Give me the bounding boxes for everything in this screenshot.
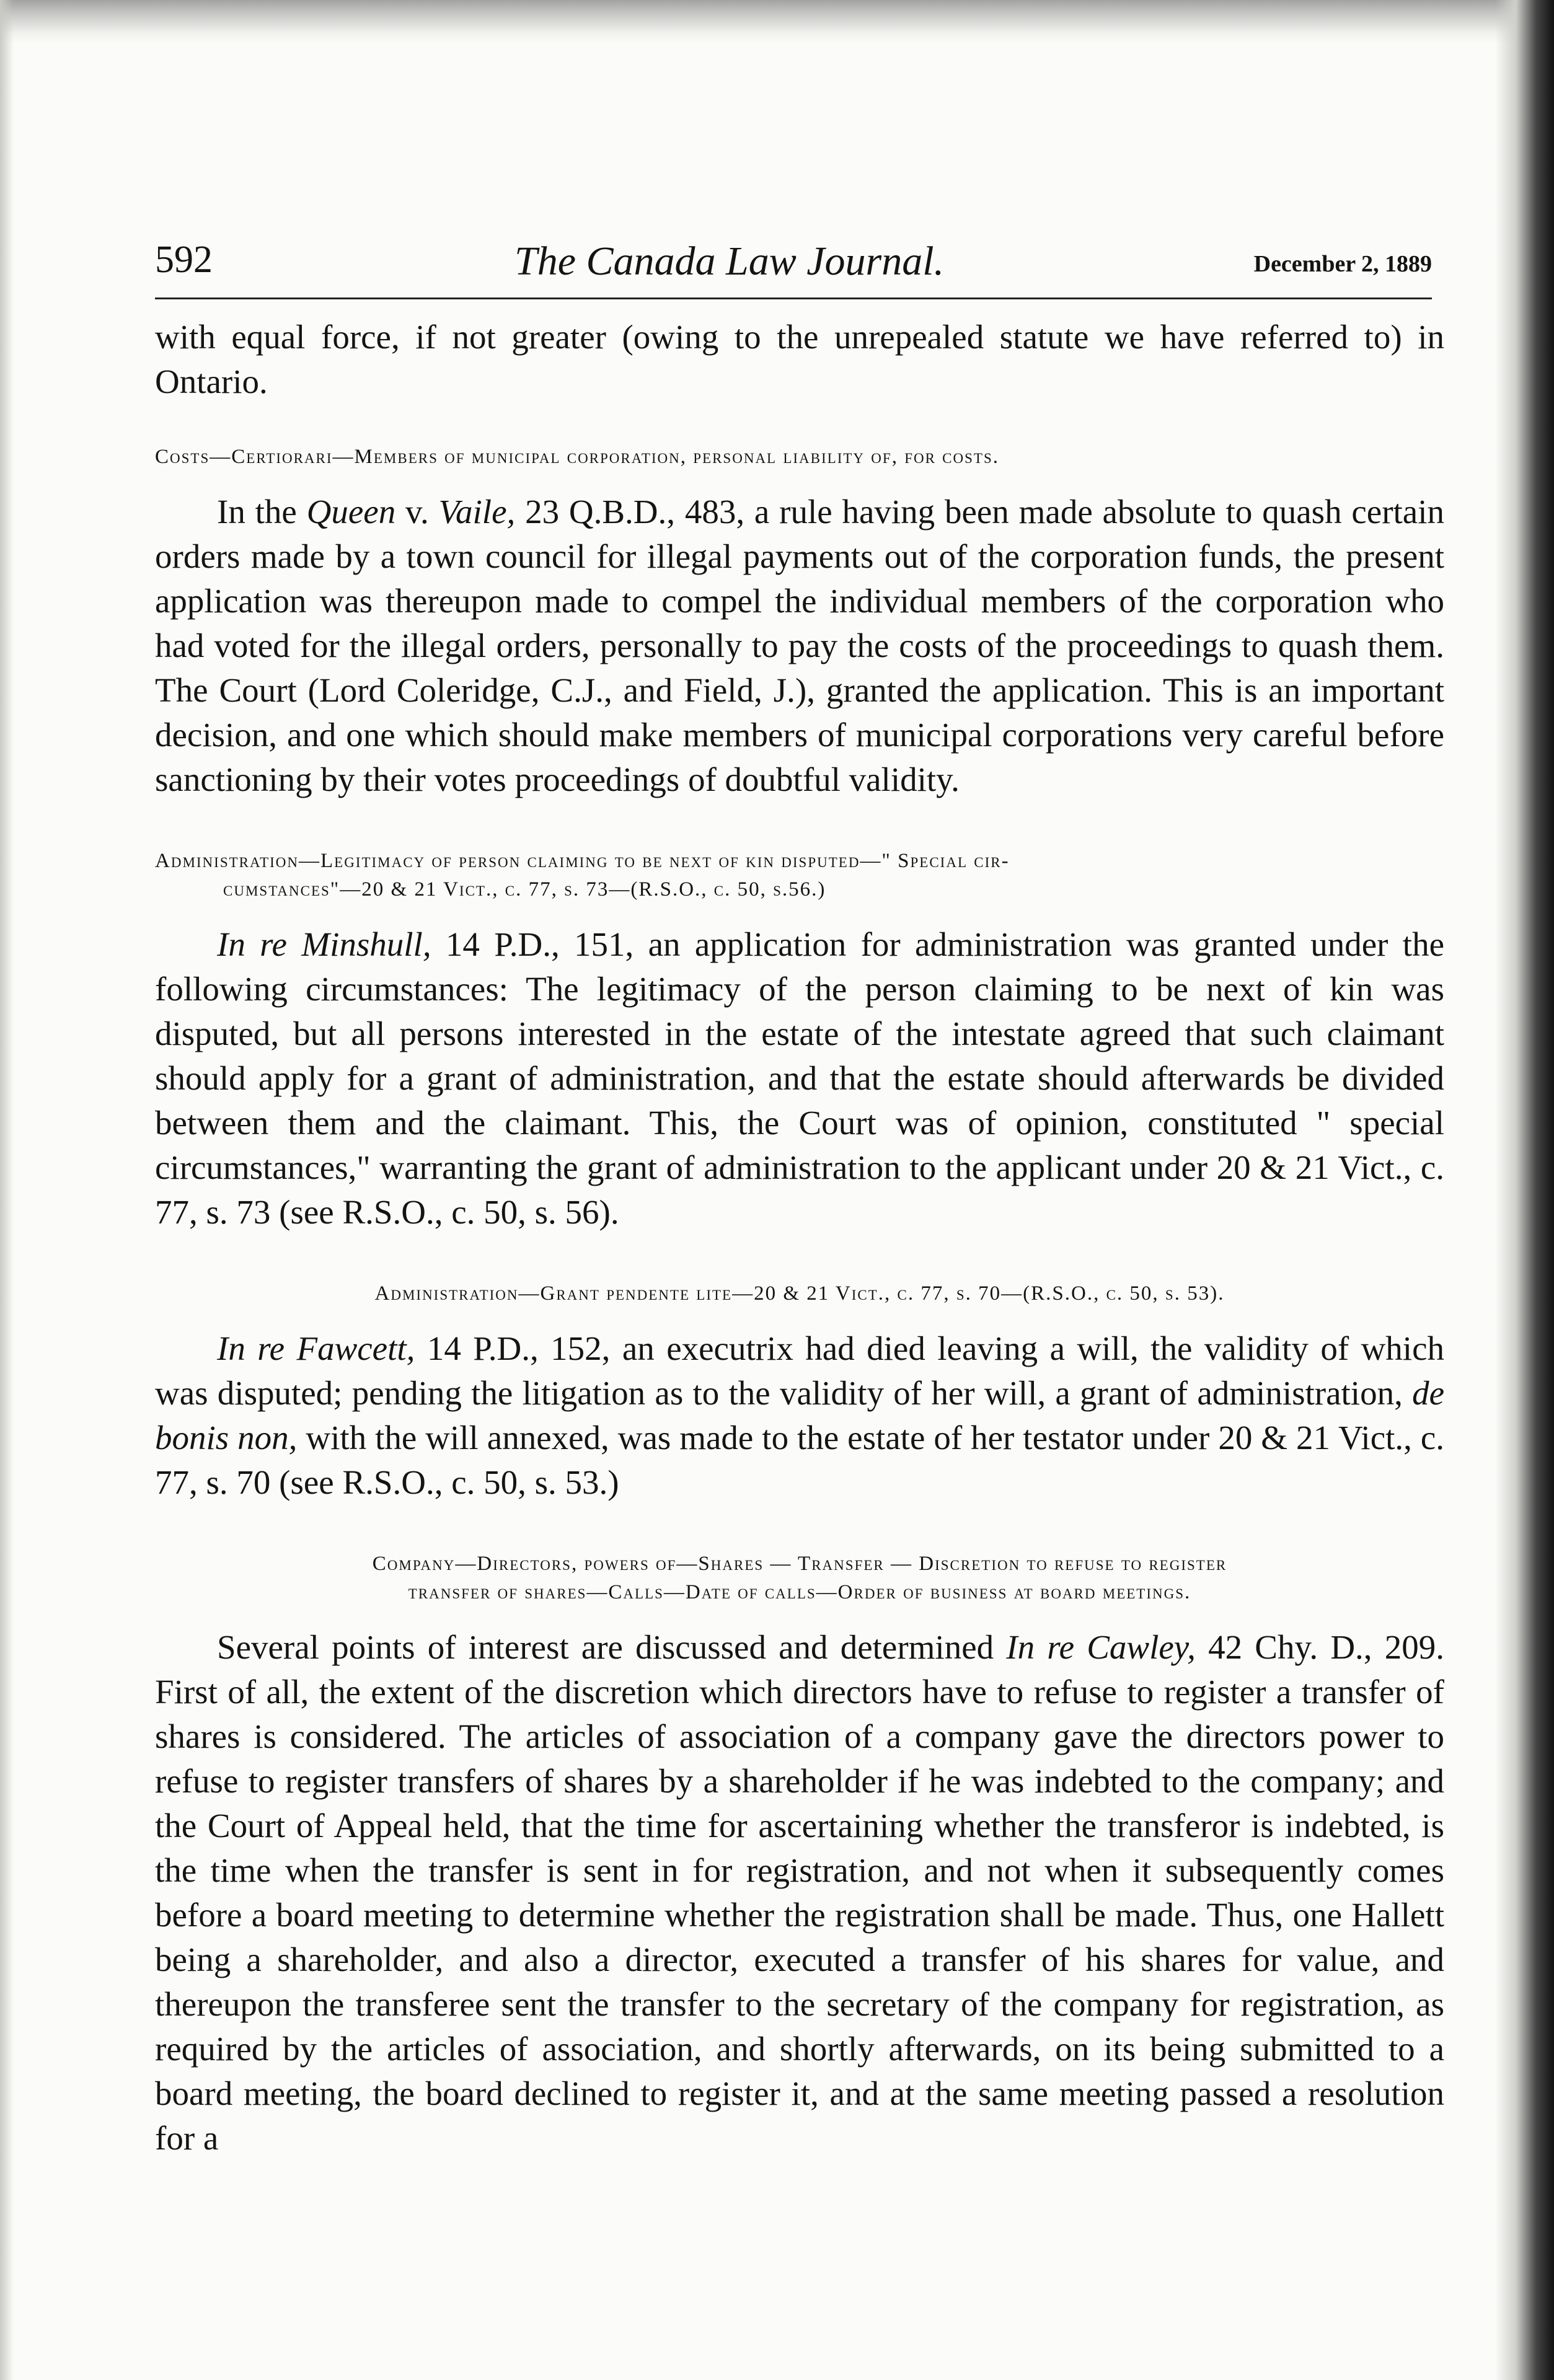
scan-edge-top xyxy=(0,0,1554,43)
section-paragraph-company xyxy=(155,1625,1444,2161)
paragraph-text: 14 P.D., 151, an application for administration was granted under the following circumstances: The legitimacy of the person claiming to be next of kin was disputed, but all persons interested in the estate of the intestate agreed that such claimant should apply for a grant of administration, and that the estate should afterwards be divided between them and the claimant. This, the Court was of opinion, constituted " special circumstances," warranting the grant of administration to the applicant under 20 & 21 Vict., c. 77, s. 73 (see R.S.O., c. 50, s. 56). xyxy=(155,925,1444,1231)
section-heading-administration-legitimacy xyxy=(155,847,1444,904)
article-body xyxy=(155,315,1444,2161)
case-name: Queen xyxy=(306,493,396,531)
issue-date: December 2, 1889 xyxy=(1253,251,1432,277)
case-name: Vaile, xyxy=(438,493,516,531)
heading-line: transfer of shares—Calls—Date of calls—Order of business at board meetings. xyxy=(408,1581,1191,1603)
paragraph-text: In the xyxy=(217,493,307,531)
section-heading-administration-pendente-lite: Administration—Grant pendente lite—20 & 21 Vict., c. 77, s. 70—(R.S.O., c. 50, s. 53). xyxy=(374,1282,1225,1305)
latin-phrase: de bonis non, xyxy=(155,1374,1444,1457)
running-header xyxy=(155,229,1432,298)
scan-edge-left xyxy=(0,0,14,2380)
scan-edge-right xyxy=(1495,0,1554,2380)
section-paragraph-administration-pendente-lite xyxy=(155,1326,1444,1505)
section-paragraph-administration-legitimacy xyxy=(155,922,1444,1235)
section-heading-costs: Costs—Certiorari—Members of municipal corporation, personal liability of, for costs. xyxy=(155,446,1000,468)
intro-paragraph: with equal force, if not greater (owing to the unrepealed statute we have referred to) in Ontario. xyxy=(155,318,1444,400)
paragraph-text: 14 P.D., 152, an executrix had died leaving a will, the validity of which was disputed; pending the litigation as to the validity of her will, a grant of administration, xyxy=(155,1329,1444,1412)
paragraph-text: 42 Chy. D., 209. First of all, the extent of the discretion which directors have to refuse to register a transfer of shares is considered. The articles of association of a company gave the directors power to refuse to register transfers of shares by a shareholder if he was indebted to the company; and the Court of Appeal held, that the time for ascertaining whether the transferor is indebted, is the time when the transfer is sent in for registration, and not when it subsequently comes before a board meeting to determine whether the registration shall be made. Thus, one Hallett being a shareholder, and also a director, executed a transfer of his shares for value, and thereupon the transferee sent the transfer to the secretary of the company for registration, as required by the articles of association, and shortly afterwards, on its being submitted to a board meeting, the board declined to register it, and at the same meeting passed a resolution for a xyxy=(155,1628,1444,2157)
paragraph-text: v. xyxy=(395,493,439,531)
case-name: In re Minshull, xyxy=(217,925,431,963)
heading-line: cumstances"—20 & 21 Vict., c. 77, s. 73—(R.S.O., c. 50, s.56.) xyxy=(223,878,826,901)
case-name: In re Fawcett, xyxy=(217,1329,415,1367)
section-paragraph-costs xyxy=(155,490,1444,802)
section-heading-company xyxy=(155,1549,1444,1606)
heading-line: Company—Directors, powers of—Shares — Transfer — Discretion to refuse to register xyxy=(372,1553,1227,1575)
page-number: 592 xyxy=(155,239,213,281)
heading-line: Administration—Legitimacy of person claiming to be next of kin disputed—" Special cir- xyxy=(155,850,1010,872)
paragraph-text: 23 Q.B.D., 483, a rule having been made absolute to quash certain orders made by a town council for illegal payments out of the corporation funds, the present application was thereupon made to compel the individual members of the corporation who had voted for the illegal orders, personally to pay the costs of the proceedings to quash them. The Court (Lord Coleridge, C.J., and Field, J.), granted the application. This is an important decision, and one which should make members of municipal corporations very careful before sanctioning by their votes proceedings of doubtful validity. xyxy=(155,493,1444,798)
paragraph-text: Several points of interest are discussed and determined xyxy=(217,1628,1007,1666)
header-rule xyxy=(155,298,1432,299)
paragraph-text: with the will annexed, was made to the estate of her testator under 20 & 21 Vict., c. 77, s. 70 (see R.S.O., c. 50, s. 53.) xyxy=(155,1419,1445,1501)
journal-title: The Canada Law Journal. xyxy=(514,239,945,284)
case-name: In re Cawley, xyxy=(1006,1628,1196,1666)
